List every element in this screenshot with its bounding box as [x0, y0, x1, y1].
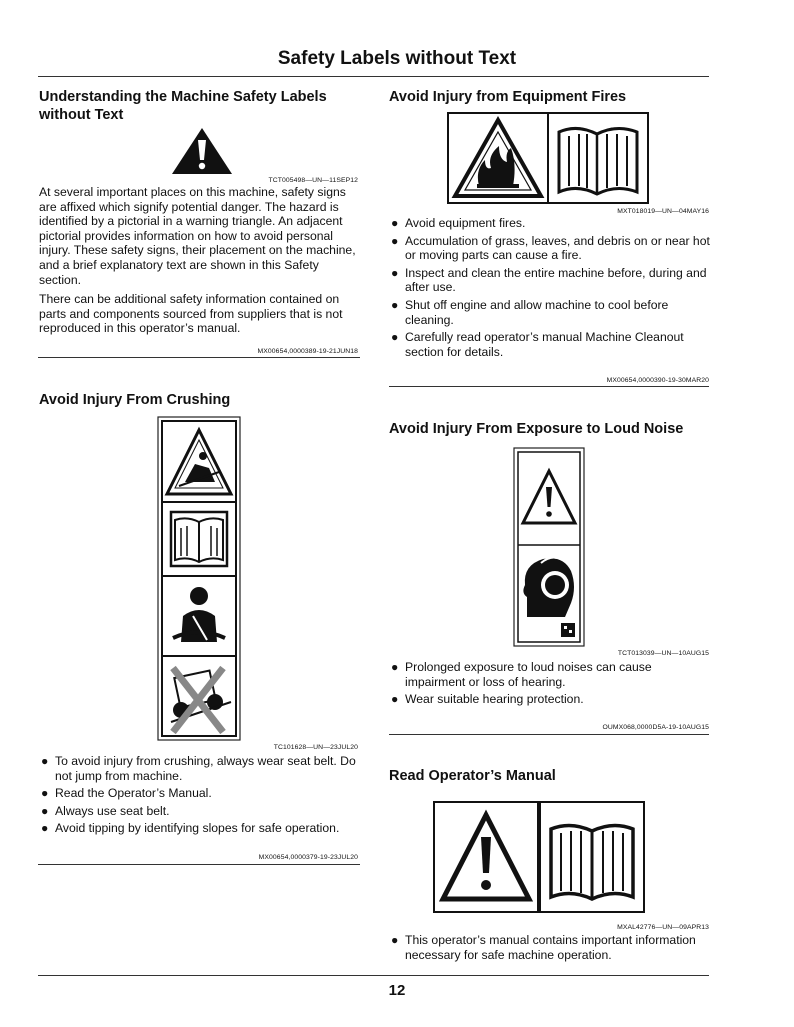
- page-title: Safety Labels without Text: [277, 48, 517, 69]
- fires-bullet-list: [389, 216, 714, 362]
- list-item: ● Avoid tipping by identifying slopes for safe operation.: [41, 821, 340, 836]
- list-item: ● Always use seat belt.: [41, 803, 170, 818]
- warning-triangle-icon: [170, 126, 234, 176]
- bullet-icon: ●: [41, 754, 49, 768]
- section-rule: [389, 734, 709, 735]
- list-item: ● Prolonged exposure to loud noises can cause impairment or loss of hearing.: [391, 660, 652, 689]
- crushing-bullet-list: [39, 754, 364, 839]
- bullet-icon: ●: [391, 265, 399, 280]
- bullet-icon: ●: [41, 803, 49, 818]
- section-rule: [38, 357, 360, 358]
- footer-rule: [38, 975, 709, 976]
- crushing-figure-code: TC101628—UN—23JUL20: [273, 744, 358, 751]
- list-item: ● Wear suitable hearing protection.: [391, 692, 584, 707]
- bullet-icon: ●: [41, 786, 49, 801]
- manual-figure-code: MXAL42776—UN—09APR13: [617, 924, 709, 931]
- noise-heading: Avoid Injury From Exposure to Loud Noise: [389, 421, 684, 437]
- bullet-icon: ●: [391, 330, 399, 345]
- understanding-figure-code: TCT005498—UN—11SEP12: [268, 177, 358, 184]
- list-item: ● Read the Operator’s Manual.: [41, 786, 212, 801]
- manual-safety-label: [433, 801, 645, 913]
- list-item: ● Accumulation of grass, leaves, and debris on or near hot or moving parts can cause a fire.: [391, 233, 710, 263]
- understanding-paragraph-2: There can be additional safety information contained on parts and components sourced from suppliers that is not reproduced in this operator’s manual.: [39, 292, 343, 336]
- section-rule: [389, 386, 709, 387]
- understanding-paragraph-1: At several important places on this machine, safety signs are affixed which signify potential danger. The hazard is identified by a pictorial in a warning triangle. An adjacent pictorial provides information on how to avoid personal injury. These safety signs, their placement on the machine, and a brief explanatory text are shown in this Safety section.: [39, 185, 356, 287]
- bullet-icon: ●: [391, 692, 399, 707]
- crushing-doc-code: MX00654,0000379-19-23JUL20: [258, 854, 358, 861]
- list-item: ● Avoid equipment fires.: [391, 216, 526, 230]
- list-item: ● Inspect and clean the entire machine before, during and after use.: [391, 265, 707, 295]
- bullet-icon: ●: [391, 233, 399, 248]
- list-item: ● This operator’s manual contains important information necessary for safe machine operation.: [391, 933, 696, 962]
- page-number: 12: [388, 982, 406, 999]
- noise-figure-code: TCT013039—UN—10AUG15: [617, 650, 709, 657]
- list-item: ● Carefully read operator’s manual Machine Cleanout section for details.: [391, 330, 684, 359]
- fires-figure-code: MXT018019—UN—04MAY16: [617, 208, 709, 215]
- fire-safety-label: [447, 112, 649, 204]
- bullet-icon: ●: [391, 216, 399, 230]
- list-item: ● Shut off engine and allow machine to cool before cleaning.: [391, 297, 669, 327]
- manual-heading: Read Operator’s Manual: [389, 768, 556, 784]
- bullet-icon: ●: [41, 821, 49, 836]
- noise-safety-label: [513, 447, 585, 647]
- noise-bullet-list: [389, 660, 714, 710]
- understanding-heading: Understanding the Machine Safety Labels without Text: [39, 89, 327, 123]
- crushing-heading: Avoid Injury From Crushing: [39, 392, 231, 408]
- crush-safety-label: [157, 416, 241, 741]
- title-rule: [38, 76, 709, 77]
- understanding-doc-code: MX00654,0000389-19-21JUN18: [257, 348, 358, 355]
- manual-bullet-list: [389, 933, 714, 965]
- fires-heading: Avoid Injury from Equipment Fires: [389, 89, 627, 105]
- fires-doc-code: MX00654,0000390-19-30MAR20: [606, 377, 709, 384]
- bullet-icon: ●: [391, 933, 399, 947]
- noise-doc-code: OUMX068,0000D5A-19-10AUG15: [602, 724, 709, 731]
- list-item: ● To avoid injury from crushing, always wear seat belt. Do not jump from machine.: [41, 754, 356, 783]
- section-rule: [38, 864, 360, 865]
- bullet-icon: ●: [391, 660, 399, 674]
- bullet-icon: ●: [391, 297, 399, 312]
